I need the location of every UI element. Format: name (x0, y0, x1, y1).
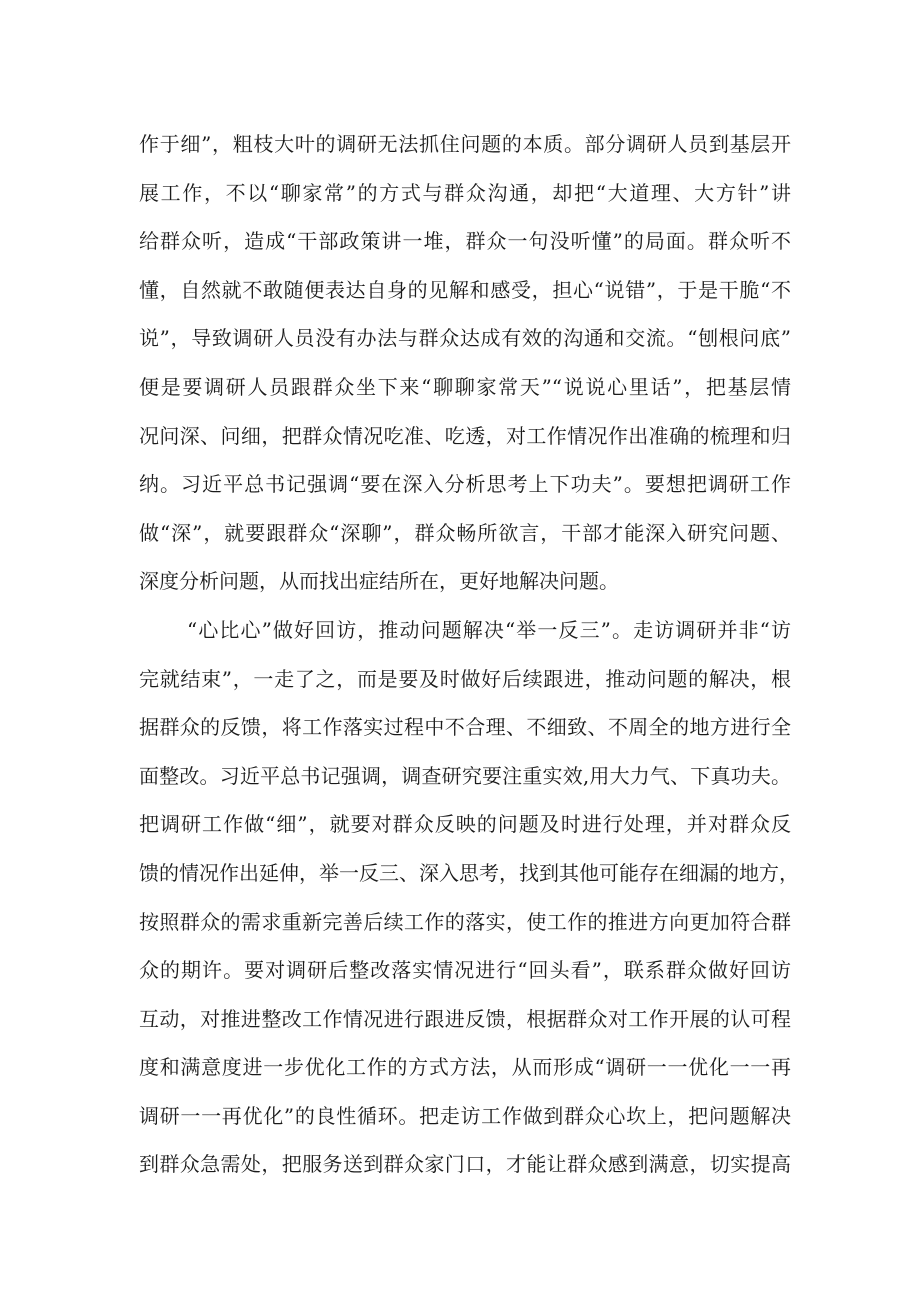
text-line: 纳。习近平总书记强调“要在深入分析思考上下功夫”。要想把调研工作 (139, 472, 791, 497)
text-line: 按照群众的需求重新完善后续工作的落实，使工作的推进方向更加符合群 (139, 909, 791, 934)
text-line: 便是要调研人员跟群众坐下来“聊聊家常天”“说说心里话”，把基层情 (139, 374, 791, 399)
text-line: 说”，导致调研人员没有办法与群众达成有效的沟通和交流。“刨根问底” (139, 326, 791, 351)
body-text (139, 120, 799, 1189)
text-line: 馈的情况作出延伸，举一反三、深入思考，找到其他可能存在细漏的地方， (139, 860, 799, 885)
text-line: 懂，自然就不敢随便表达自身的见解和感受，担心“说错”，于是干脆“不 (139, 277, 791, 302)
text-line: 度和满意度进一步优化工作的方式方法，从而形成“调研一一优化一一再 (139, 1055, 791, 1080)
text-line: 做“深”，就要跟群众“深聊”，群众畅所欲言，干部才能深入研究问题、 (139, 520, 791, 545)
paragraph-2 (139, 606, 799, 1189)
text-line: 互动，对推进整改工作情况进行跟进反馈，根据群众对工作开展的认可程 (139, 1006, 791, 1031)
text-line: 面整改。习近平总书记强调，调查研究要注重实效,用大力气、下真功夫。 (139, 763, 791, 788)
text-line: 调研一一再优化”的良性循环。把走访工作做到群众心坎上，把问题解决 (139, 1103, 791, 1128)
text-line: 展工作，不以“聊家常”的方式与群众沟通，却把“大道理、大方针”讲 (139, 180, 791, 205)
text-line: 作于细”，粗枝大叶的调研无法抓住问题的本质。部分调研人员到基层开 (139, 132, 791, 156)
text-line: 到群众急需处，把服务送到群众家门口，才能让群众感到满意，切实提高 (139, 1152, 791, 1177)
text-line: 把调研工作做“细”，就要对群众反映的问题及时进行处理，并对群众反 (139, 812, 791, 837)
text-line: 完就结束”，一走了之，而是要及时做好后续跟进，推动问题的解决，根 (139, 666, 791, 691)
text-line: 况问深、问细，把群众情况吃准、吃透，对工作情况作出准确的梳理和归 (139, 423, 791, 448)
text-line: “心比心”做好回访，推动问题解决“举一反三”。走访调研并非“访 (187, 617, 791, 642)
text-line: 深度分析问题，从而找出症结所在，更好地解决问题。 (139, 569, 619, 594)
paragraph-1 (139, 120, 791, 606)
text-line: 给群众听，造成“干部政策讲一堆，群众一句没听懂”的局面。群众听不 (139, 229, 791, 254)
text-line: 据群众的反馈，将工作落实过程中不合理、不细致、不周全的地方进行全 (139, 715, 791, 740)
text-line: 众的期许。要对调研后整改落实情况进行“回头看”，联系群众做好回访 (139, 958, 791, 983)
